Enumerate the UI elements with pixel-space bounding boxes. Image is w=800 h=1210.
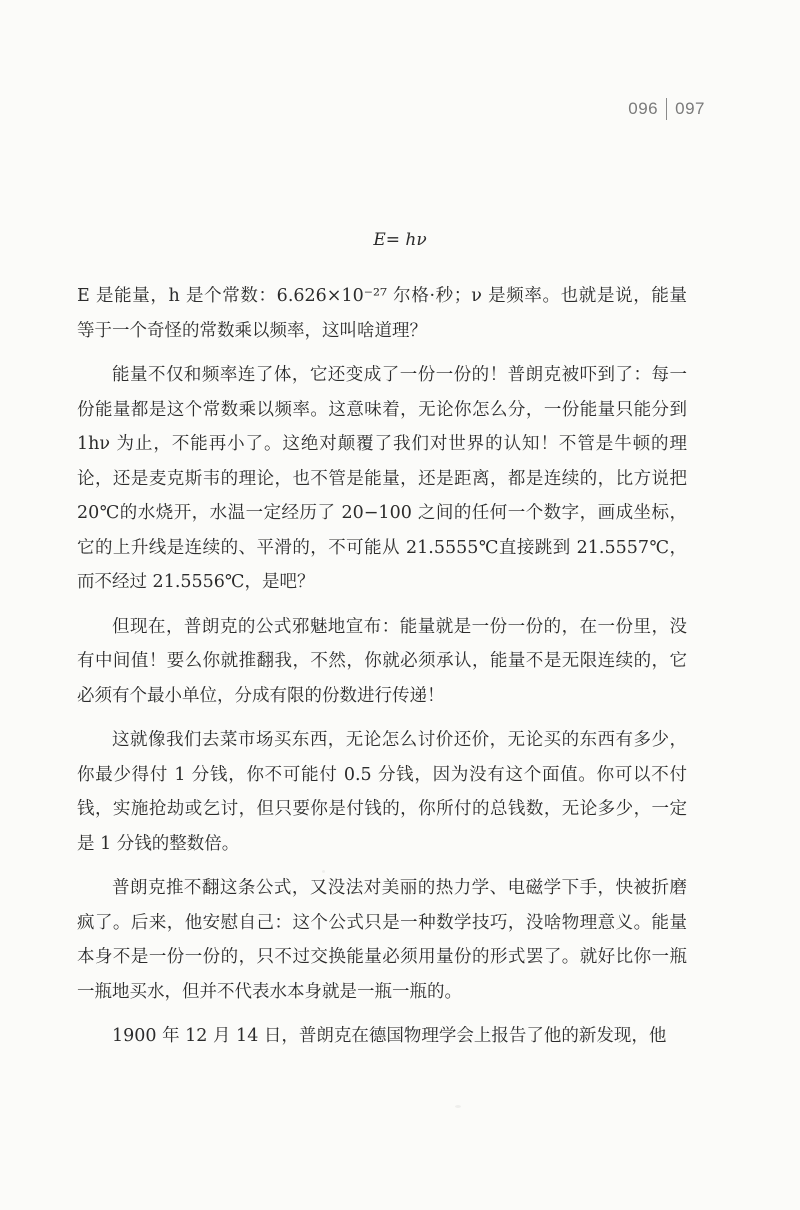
paper-smudge xyxy=(455,1105,461,1108)
paragraph-1: E 是能量，h 是个常数：6.626×10⁻²⁷ 尔格·秒；ν 是频率。也就是说，能量等于一个奇怪的常数乘以频率，这叫啥道理？ xyxy=(77,286,687,341)
paragraph-4: 这就像我们去菜市场买东西，无论怎么讨价还价，无论买的东西有多少，你最少得付 1 分钱，你不可能付 0.5 分钱，因为没有这个面值。你可以不付钱，实施抢劫或乞讨，但只要你是付钱的，你所付的总钱数，无论多少，一定是 1 分钱的整数倍。 xyxy=(77,730,687,854)
page-number-divider xyxy=(666,98,667,120)
paragraph-2: 能量不仅和频率连了体，它还变成了一份一份的！普朗克被吓到了：每一份能量都是这个常数乘以频率。这意味着，无论你怎么分，一份能量只能分到 1hν 为止，不能再小了。这绝对颠覆了我们对世界的认知！不管是牛顿的理论，还是麦克斯韦的理论，也不管是能量，还是距离，都是连续的，比方说把 20℃的水烧开，水温一定经历了 20−100 之间的任何一个数字，画成坐标，它的上升线是连续的、平滑的，不可能从 21.5555℃直接跳到 21.5557℃，而不经过 21.5556℃，是吧？ xyxy=(77,365,687,592)
paragraph-3: 但现在，普朗克的公式邪魅地宣布：能量就是一份一份的，在一份里，没有中间值！要么你就推翻我，不然，你就必须承认，能量不是无限连续的，它必须有个最小单位，分成有限的份数进行传递！ xyxy=(77,616,687,706)
body-text xyxy=(77,279,687,1054)
paragraph-6: 1900 年 12 月 14 日，普朗克在德国物理学会上报告了他的新发现，他 xyxy=(112,1026,667,1046)
page-number-left: 096 xyxy=(628,99,659,118)
formula: E= hν xyxy=(373,230,427,250)
paragraph-5: 普朗克推不翻这条公式，又没法对美丽的热力学、电磁学下手，快被折磨疯了。后来，他安慰自己：这个公式只是一种数学技巧，没啥物理意义。能量本身不是一份一份的，只不过交换能量必须用量份的形式罢了。就好比你一瓶一瓶地买水，但并不代表水本身就是一瓶一瓶的。 xyxy=(77,878,687,1002)
page-number-right: 097 xyxy=(675,99,705,118)
paper-smudge xyxy=(322,870,325,873)
page-number xyxy=(628,98,705,120)
